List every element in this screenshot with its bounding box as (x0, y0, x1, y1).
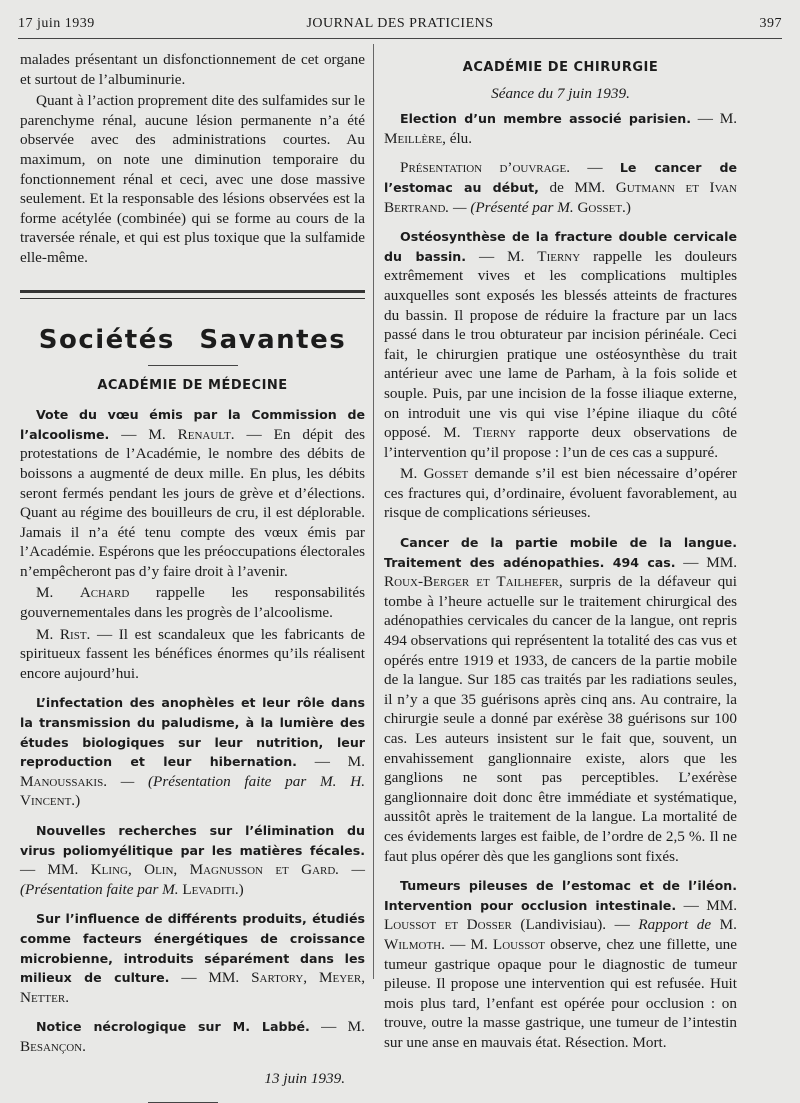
entry-poliomyelite: Nouvelles recherches sur l’élimination du virus poliomyélitique par les matières fécales. — MM. Kling, Olin, Magnusson et Gard. — (Présentation faite par M. Levaditi.) (20, 823, 365, 898)
author-names: Loussot et Dosser (384, 916, 512, 934)
author-names: Gutmann et Ivan Bertrand (384, 178, 737, 216)
author-name: Tierny (537, 247, 581, 265)
entry-presentation-ouvrage: Présentation d’ouvrage. — Le cancer de l’estomac au début, de MM. Gutmann et Ivan Bertrand. — (Présenté par M. Gosset.) (384, 159, 737, 216)
entry-title: Vote du vœu émis par la Commission de l’alcoolisme. (20, 407, 365, 442)
author-names: Sartory, Meyer, Netter (20, 969, 365, 1006)
seance-date: Séance du 7 juin 1939. (491, 84, 630, 102)
academy-heading-chirurgie: ACADÉMIE DE CHIRURGIE (462, 60, 659, 75)
intro-paragraph-1: malades présentant un disfonctionnement de cet organe et surtout de l’albuminurie. (20, 51, 365, 88)
entry-text: rappelle les responsabilités gouvernementales dans les progrès de l’alcoolisme. (20, 584, 365, 622)
entry-text: , surpris de la défaveur qui tombe à l’heure actuelle sur le traitement chirurgical des adénopathies cervicales du cancer de la langue, ont repris 494 observations qui représentent la totalité des cas vus et opérés entre 1919 et 1933, de cancers de la partie mobile de la langue. Sur 185 cas traités par les radiations seules, il n’y a que 35 guérisons après cinq ans. Au contraire, la chirurgie seule a donné par exérèse 38 guérisons sur 100 cas. Les auteurs insistent sur le fait que, souvent, un envahissement ganglionnaire existe, alors que les ganglions ne sont pas perceptibles. L’exérèse ganglionnaire doit donc être immédiate et systématique, aussitôt après le traitement de la langue. La mortalité de ces évidements larges est faible, de l’ordre de 2,5 %. Il ne faut plus opérer dès que les ganglions sont fixés. (384, 573, 737, 865)
entry-text: . — En dépit des protestations de l’Académie, le nombre des débits de boissons a augmenté de deux mille. En plus, les débits seront fermés pendant les jours de grève et d’élections. Quant au régime des bouilleurs de cru, il est déplorable. Jamais il n’a été tenu compte des vœux émis par l’Académie. Espérons que les préoccupations électorales n’empêcheront pas d’y faire droit à l’avenir. (20, 425, 365, 580)
author-name: Renault (177, 425, 231, 443)
presenter-name: Vincent (20, 792, 72, 810)
section-short-rule (148, 365, 238, 366)
entry-text: . — Il est scandaleux que les fabricants de spiritueux fassent les bénéfices énormes qu’ils réalisent encore aujourd’hui. (20, 625, 365, 682)
entry-anopheles: L’infectation des anophèles et leur rôle dans la transmission du paludisme, à la lumière des études biologiques sur leur nutrition, leur reproduction et leur hibernation. — M. Manoussakis. — (Présentation faite par M. H. Vincent.) (20, 695, 365, 810)
author-name: Tierny (473, 424, 516, 442)
header-page-number: 397 (759, 16, 782, 31)
entry-title: Sur l’influence de différents produits, étudiés comme facteurs énergétiques de croissance microbienne, introduits séparément dans les milieux de culture. (20, 911, 365, 986)
entry-text: demande s’il est bien nécessaire d’opérer ces fractures qui, d’ordinaire, évoluent favorablement, au risque de complications sérieuses. (384, 465, 737, 522)
author-name: Loussot (492, 935, 545, 953)
entry-title: Notice nécrologique sur M. Labbé. (36, 1019, 310, 1035)
entry-title: Le cancer de l’estomac au début, (384, 160, 737, 195)
entry-croissance-microbienne: Sur l’influence de différents produits, étudiés comme facteurs énergétiques de croissance microbienne, introduits séparément dans les milieux de culture. — MM. Sartory, Meyer, Netter. (20, 911, 365, 1006)
entry-title: Tumeurs pileuses de l’estomac et de l’iléon. Intervention pour occlusion intestinale. (384, 878, 737, 913)
page-header (18, 14, 782, 36)
academy-heading-medecine: ACADÉMIE DE MÉDECINE (97, 377, 288, 393)
left-column (20, 50, 365, 1103)
entry-title: Election d’un membre associé parisien. (400, 111, 692, 127)
intro-paragraph-2: Quant à l’action proprement dite des sulfamides sur le parenchyme rénal, aucune lésion permanente n’a été observée avec des administrations courtes. Au maximum, on note une diminution temporaire du fonctionnement rénal et ceci, avec une dose massive seulement. Et la responsable des lésions observées est la forme acétylée (combinée) qui se forme au cours de la traversée rénale, et qui est plus toxique que la sulfamide elle-même. (20, 92, 365, 266)
entry-text: rappelle les douleurs extrêmement vives et les complications multiples auxquelles sont exposés les blessés atteints de fractures du bassin. Il propose de réduire la fracture par un lacs passé dans le trou obturateur par incision périnéale. Ceci fait, le chirurgien pratique une ostéosynthèse du trait antérieur avec une lame de Parham, à la fois solide et souple. Puis, par une incision de la fosse iliaque externe, on introduit une vis qui vise l’épine iliaque du côté opposé. M. (384, 247, 738, 442)
presenter-name: Gosset (577, 198, 623, 216)
section-title: Sociétés Savantes (38, 324, 347, 355)
entry-title: Nouvelles recherches sur l’élimination du virus poliomyélitique par les matières fécales. (20, 823, 365, 858)
column-divider (373, 44, 374, 979)
header-rule (18, 38, 782, 39)
entry-text: observe, chez une fillette, une tumeur gastrique opaque pour le diagnostic de tumeur pileuse. Il propose une intervention qui est refusée. Huit mois plus tard, l’enfant est opérée pour occlusion : on trouve, outre la masse gastrique, une tumeur de l’intestin sur une anse en mauvais état. Résection. Mort. (384, 935, 737, 1051)
entry-title: Ostéosynthèse de la fracture double cervicale du bassin. (384, 229, 737, 264)
author-name: Achard (79, 584, 130, 602)
section-double-rule (20, 290, 365, 299)
entry-title: Cancer de la partie mobile de la langue. Traitement des adénopathies. 494 cas. (384, 535, 737, 570)
session-date: 13 juin 1939. (264, 1069, 345, 1087)
header-date: 17 juin 1939 (18, 16, 95, 31)
entry-label: Présentation d’ouvrage (400, 159, 567, 177)
author-name: Gosset (423, 465, 469, 483)
presenter-name: Levaditi (182, 880, 235, 898)
entry-tumeurs-pileuses: Tumeurs pileuses de l’estomac et de l’iléon. Intervention pour occlusion intestinale. — MM. Loussot et Dosser (Landivisiau). — Rapport de M. Wilmoth. — M. Loussot observe, chez une fillette, une tumeur gastrique opaque pour le diagnostic de tumeur pileuse. Il propose une intervention qui est refusée. Huit mois plus tard, l’enfant est opérée pour occlusion : on trouve, outre la masse gastrique, une tumeur de l’intestin sur une anse en mauvais état. Résection. Mort. (384, 878, 738, 1051)
entry-election: Election d’un membre associé parisien. — M. Meillère, élu. (384, 110, 737, 147)
entry-cancer-langue: Cancer de la partie mobile de la langue. Traitement des adénopathies. 494 cas. — MM. Roux-Berger et Tailhefer, surpris de la défaveur qui tombe à l’heure actuelle sur le traitement chirurgical des adénopathies cervicales du cancer de la langue, ont repris 494 observations qui représentent la totalité des cas vus et opérés entre 1919 et 1933, de cancers de la partie mobile de la langue. Sur 185 cas traités par les radiations seules, il n’y a que 35 guérisons après cinq ans. Au contraire, la chirurgie seule a donné par exérèse 38 guérisons sur 100 cas. Les auteurs insistent sur le fait que, souvent, un envahissement ganglionnaire existe, alors que les ganglions ne sont pas perceptibles. L’exérèse ganglionnaire doit donc être immédiate et systématique, aussitôt après le traitement de la langue. La mortalité de ces évidements larges est faible, de l’ordre de 2,5 %. Il ne faut plus opérer dès que les ganglions sont fixés. (384, 535, 737, 865)
header-journal-title: JOURNAL DES PRATICIENS (306, 16, 494, 31)
entry-alcoolisme: Vote du vœu émis par la Commission de l’alcoolisme. — M. Renault. — En dépit des protestations de l’Académie, le nombre des débits de boissons a augmenté de deux mille. En plus, les débits seront fermés pendant les jours de grève et d’élections. Quant au régime des bouilleurs de cru, il est déplorable. Jamais il n’a été tenu compte des vœux émis par l’Académie. Espérons que les préoccupations électorales n’empêcheront pas d’y faire droit à l’avenir. M. Achard rappelle les responsabilités gouvernementales dans les progrès de l’alcoolisme. M. Rist. — Il est scandaleux que les fabricants de spiritueux fassent les bénéfices énormes qu’ils réalisent encore aujourd’hui. (20, 407, 365, 682)
entry-text: rapporte deux observations de l’intervention qu’il propose : l’un de ces cas a suppuré. (384, 424, 737, 461)
right-column (384, 50, 737, 1053)
rapporteur-name: Wilmoth (384, 935, 442, 953)
entry-osteosynthese: Ostéosynthèse de la fracture double cervicale du bassin. — M. Tierny rappelle les douleurs extrêmement vives et les complications multiples auxquelles sont exposés les blessés atteints de fractures du bassin. Il propose de réduire la fracture par un lacs passé dans le trou obturateur par incision périnéale. Ceci fait, le chirurgien pratique une ostéosynthèse du trait antérieur avec une lame de Parham, à la fois solide et souple. Puis, par une incision de la fosse iliaque externe, on introduit une vis qui vise l’épine iliaque du côté opposé. M. Tierny rapporte deux observations de l’intervention qu’il propose : l’un de ces cas a suppuré. M. Gosset demande s’il est bien nécessaire d’opérer ces fractures qui, d’ordinaire, évoluent favorablement, au risque de complications sérieuses. (384, 229, 738, 522)
entry-notice-necrologique: Notice nécrologique sur M. Labbé. — M. Besançon. (20, 1018, 365, 1055)
entry-title: L’infectation des anophèles et leur rôle dans la transmission du paludisme, à la lumière des études biologiques sur leur nutrition, leur reproduction et leur hibernation. (20, 695, 365, 770)
author-names: Roux-Berger et Tailhefer (384, 573, 559, 591)
author-name: Besançon (20, 1037, 83, 1055)
author-name: Rist (59, 625, 87, 643)
author-name: Meillère (384, 129, 443, 147)
author-name: Manoussakis (20, 772, 104, 790)
author-names: Kling, Olin, Magnusson et Gard (90, 861, 336, 879)
